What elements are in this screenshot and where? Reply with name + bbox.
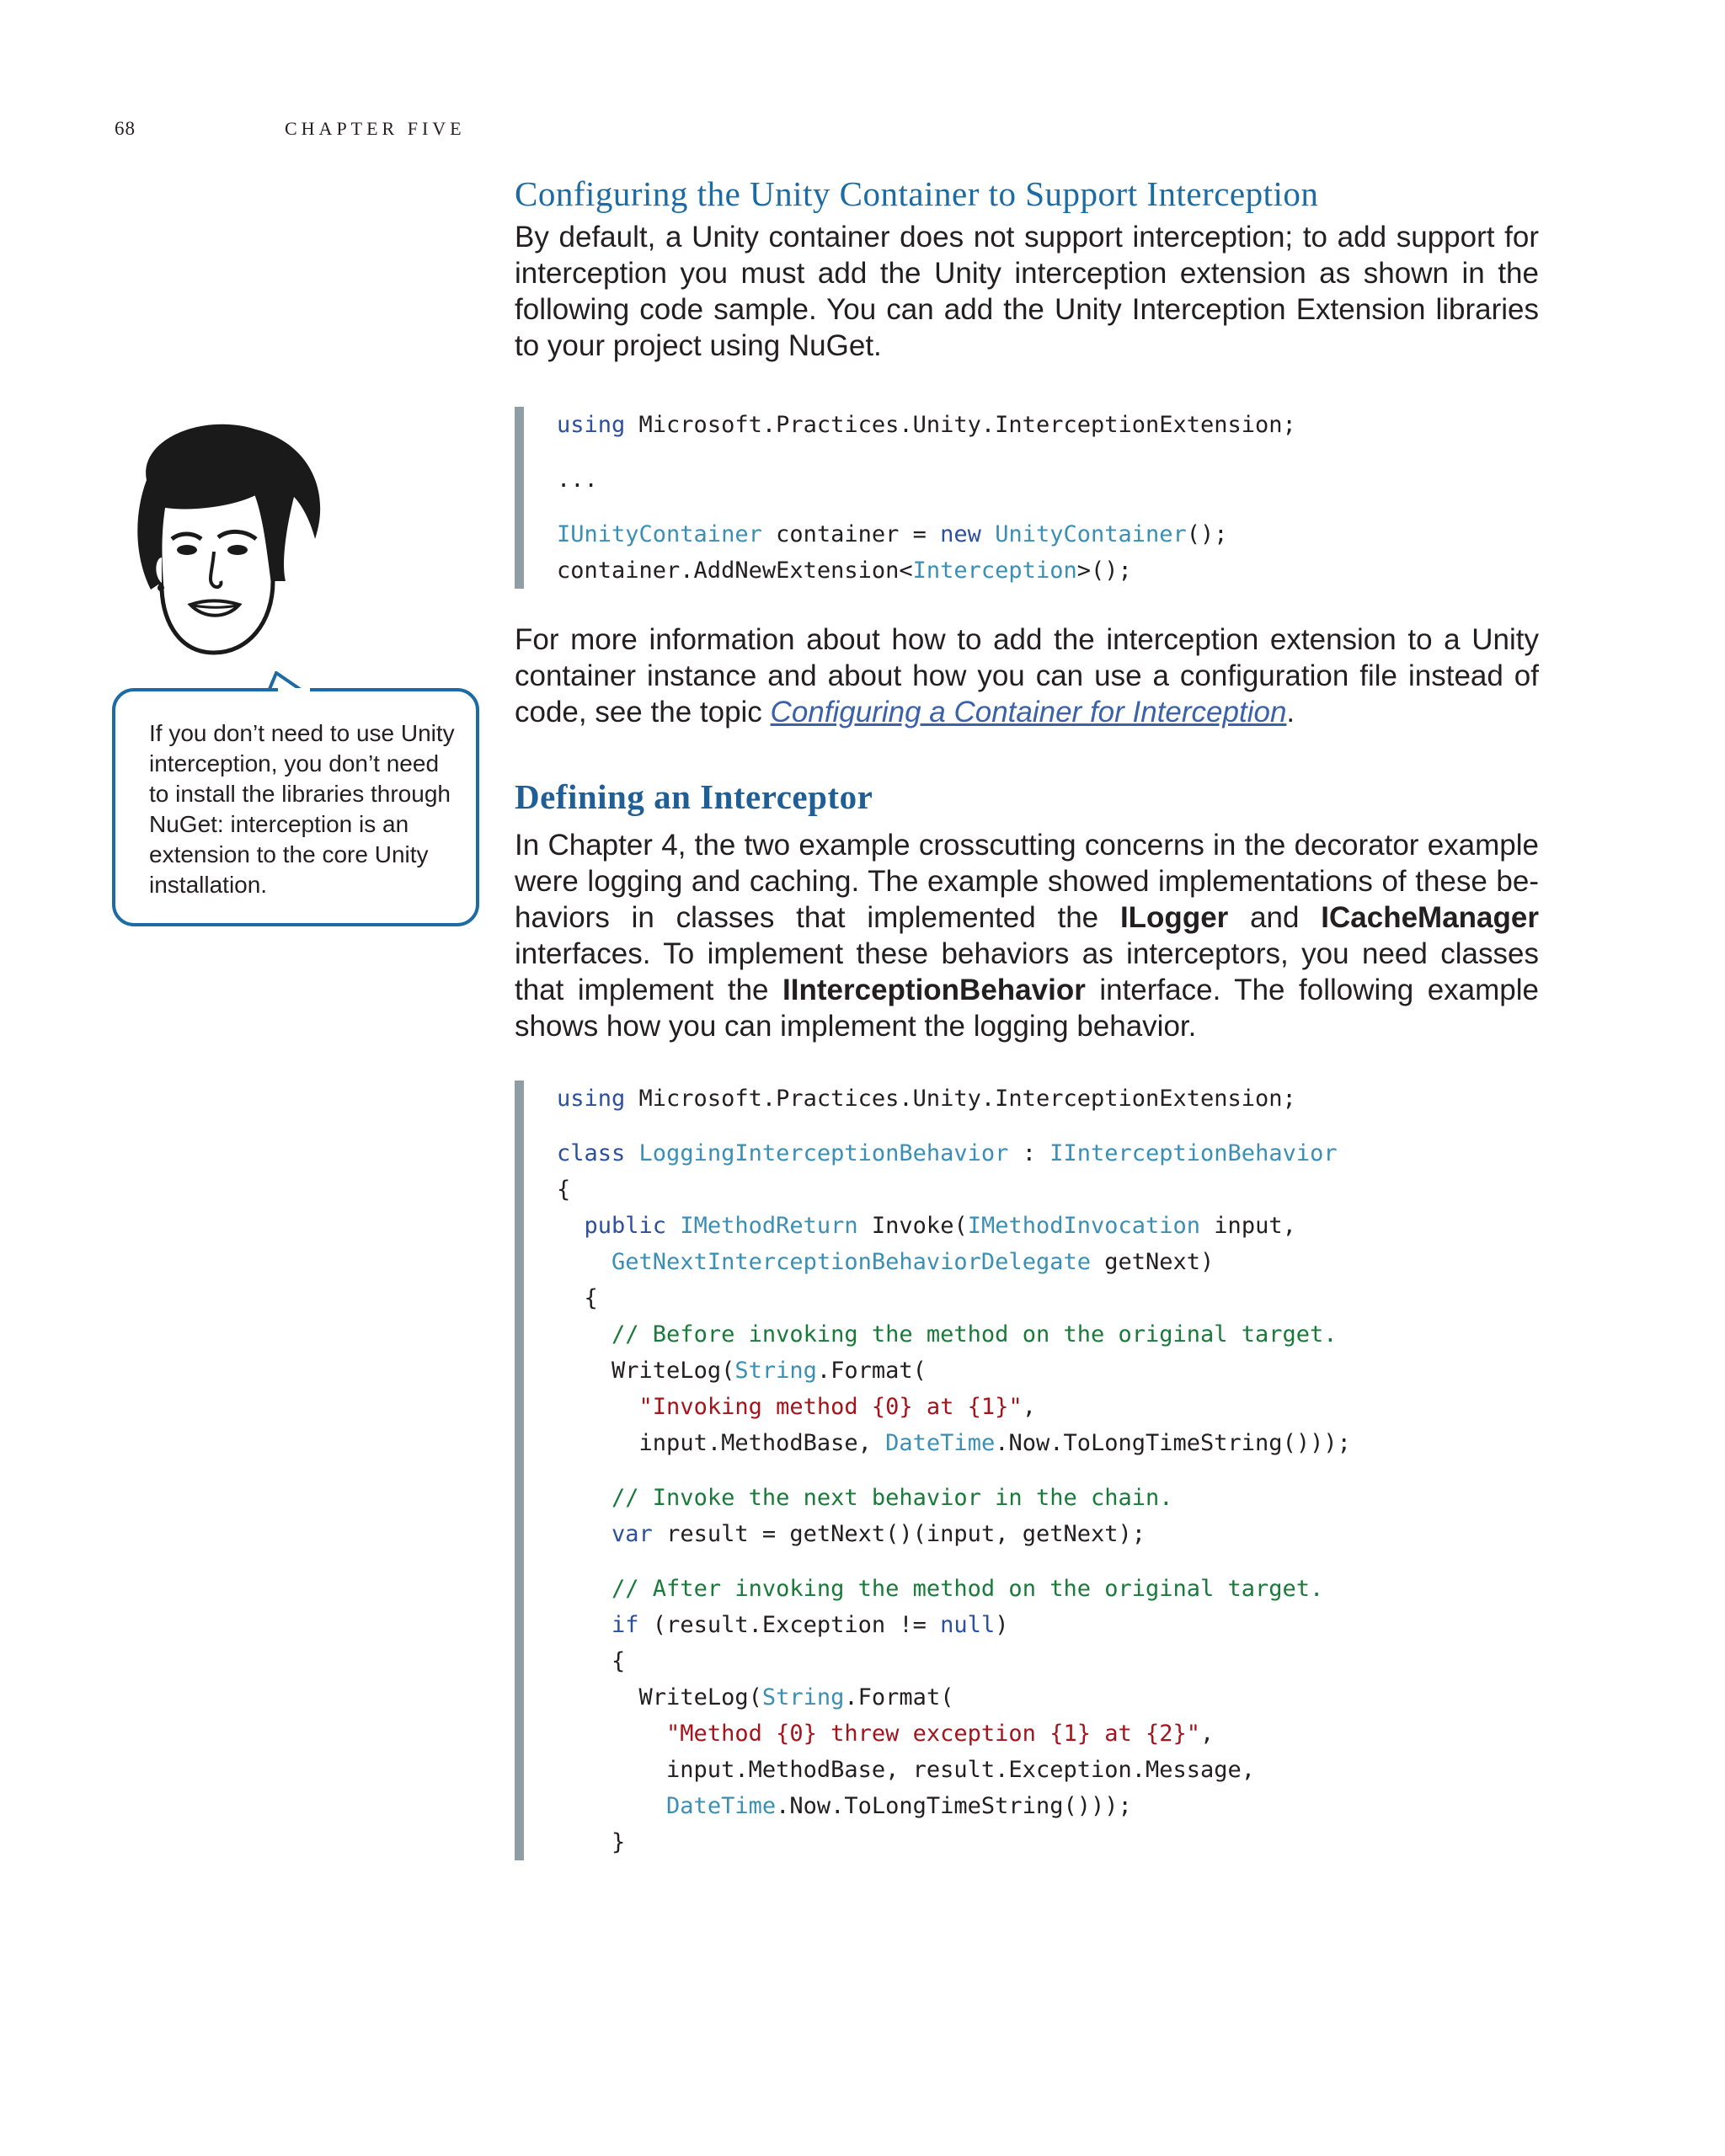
code-line: WriteLog(String.Format( <box>638 1684 954 1710</box>
code-line: GetNextInterceptionBehaviorDelegate getNext) <box>611 1249 1215 1275</box>
code-line: } <box>557 1829 626 1855</box>
section-defining <box>515 776 1539 1044</box>
defining-paragraph: In Chapter 4, the two example crosscutting concerns in the decorator example were logging and caching. The example showed implementations of these behaviors in classes that implemented the ILogger and ICacheManager interfaces. To implement these behaviors as interceptors, you need classes that implement the IInterceptionBehavior interface. The following example shows how you can implement the logging behavior. <box>515 829 1540 1043</box>
section-heading-configuring: Configuring the Unity Container to Support Interception <box>515 174 1319 213</box>
code-line: // Before invoking the method on the original target. <box>611 1321 1338 1348</box>
code-line: WriteLog(String.Format( <box>611 1358 927 1384</box>
sidebar-callout: If you don’t need to use Unity interception, you don’t need to install the libraries through NuGet: interception is an extension to the core Unity installation. <box>112 688 479 926</box>
code-line: "Invoking method {0} at {1}", <box>638 1394 1036 1420</box>
code-line: class LoggingInterceptionBehavior : IInterceptionBehavior <box>557 1140 1338 1166</box>
more-info-paragraph: For more information about how to add the interception extension to a Unity container instance and about how you can use a configuration file instead of code, see the topic Configuring a Container for Interception. <box>515 623 1539 728</box>
code-line: // After invoking the method on the original target. <box>611 1576 1324 1602</box>
callout-pointer-gap <box>278 688 310 693</box>
topic-link[interactable]: Configuring a Container for Interception <box>770 696 1287 728</box>
code-line: { <box>557 1648 626 1674</box>
code-block-logging-behavior <box>515 1081 1351 1860</box>
code-line: DateTime.Now.ToLongTimeString())); <box>666 1793 1132 1819</box>
code-line: "Method {0} threw exception {1} at {2}", <box>666 1721 1215 1747</box>
code-line: using Microsoft.Practices.Unity.InterceptionExtension; <box>557 1086 1296 1112</box>
chapter-label: CHAPTER FIVE <box>285 118 466 139</box>
intro-paragraph: By default, a Unity container does not support interception; to add support for interception you must add the Unity interception extension as shown in the following code sample. You can add the Unity Interception Extension libraries to your project using NuGet. <box>515 221 1539 362</box>
page-number: 68 <box>115 118 136 139</box>
code-line: IUnityContainer container = new UnityContainer(); <box>557 521 1228 547</box>
code-line: input.MethodBase, result.Exception.Message, <box>557 1757 1256 1783</box>
section-heading-defining: Defining an Interceptor <box>515 777 873 816</box>
code-line: ... <box>557 467 598 493</box>
code-line: container.AddNewExtension<Interception>(); <box>557 558 1132 584</box>
author-portrait-illustration <box>113 413 342 657</box>
code-line: using Microsoft.Practices.Unity.InterceptionExtension; <box>557 412 1296 438</box>
code-line: { <box>557 1177 571 1203</box>
code-line: { <box>557 1285 598 1311</box>
code-block-container-setup <box>515 407 1296 589</box>
more-info <box>515 622 1539 730</box>
section-configuring <box>515 173 1539 364</box>
code-line: input.MethodBase, DateTime.Now.ToLongTimeString())); <box>638 1430 1351 1456</box>
code-line: if (result.Exception != null) <box>611 1612 1009 1638</box>
code-line: var result = getNext()(input, getNext); <box>611 1521 1146 1547</box>
code-line: // Invoke the next behavior in the chain. <box>611 1485 1173 1511</box>
code-line: public IMethodReturn Invoke(IMethodInvocation input, <box>584 1213 1296 1239</box>
